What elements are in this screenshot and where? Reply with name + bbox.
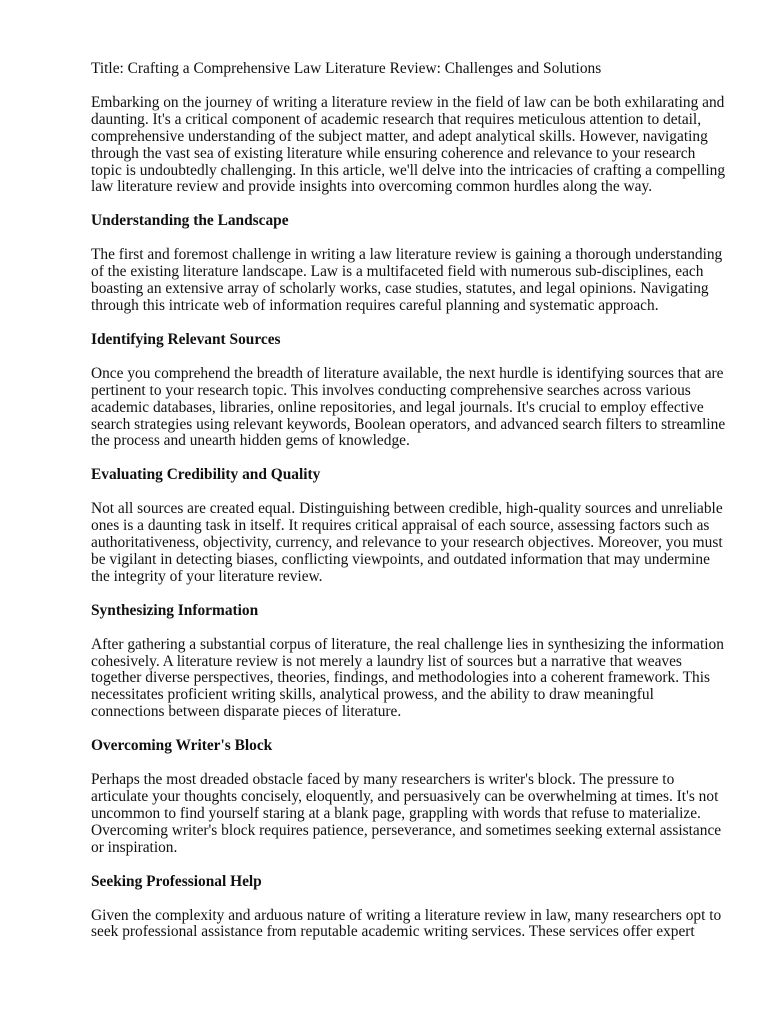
document-page (91, 61, 727, 958)
section-heading: Synthesizing Information (91, 601, 259, 619)
section-synthesizing-information (91, 603, 727, 721)
document-title: Title: Crafting a Comprehensive Law Literature Review: Challenges and Solutions (91, 60, 602, 77)
section-body: Perhaps the most dreaded obstacle faced by many researchers is writer's block. The pressure to articulate your thoughts concisely, eloquently, and persuasively can be overwhelming at times. It's not uncommon to find yourself staring at a blank page, grappling with words that refuse to materialize. Overcoming writer's block requires patience, perseverance, and sometimes seeking external assistance or inspiration. (91, 771, 722, 856)
intro-paragraph: Embarking on the journey of writing a literature review in the field of law can be both exhilarating and daunting. It's a critical component of academic research that requires meticulous attention to detail, comprehensive understanding of the subject matter, and adept analytical skills. However, navigating through the vast sea of existing literature while ensuring coherence and relevance to your research topic is undoubtedly challenging. In this article, we'll delve into the intricacies of crafting a compelling law literature review and provide insights into overcoming common hurdles along the way. (91, 93, 726, 196)
section-body: Given the complexity and arduous nature of writing a literature review in law, many researchers opt to seek professional assistance from reputable academic writing services. These services offer expert (91, 906, 722, 941)
section-heading: Identifying Relevant Sources (91, 330, 281, 348)
section-heading: Understanding the Landscape (91, 212, 289, 230)
section-heading: Seeking Professional Help (91, 872, 262, 890)
section-body: The first and foremost challenge in writing a law literature review is gaining a thorough understanding of the existing literature landscape. Law is a multifaceted field with numerous sub-disciplines, each boasting an extensive array of scholarly works, case studies, statutes, and legal opinions. Navigating through this intricate web of information requires careful planning and systematic approach. (91, 246, 723, 314)
section-professional-help (91, 874, 727, 942)
section-writers-block (91, 738, 727, 856)
section-understanding-landscape (91, 213, 727, 315)
section-body: After gathering a substantial corpus of literature, the real challenge lies in synthesizing the information cohesively. A literature review is not merely a laundry list of sources but a narrative that weaves together diverse perspectives, theories, findings, and methodologies into a coherent framework. This necessitates proficient writing skills, analytical prowess, and the ability to draw meaningful connections between disparate pieces of literature. (91, 635, 724, 721)
section-identifying-sources (91, 332, 727, 450)
section-heading: Overcoming Writer's Block (91, 737, 273, 755)
section-body: Once you comprehend the breadth of literature available, the next hurdle is identifying sources that are pertinent to your research topic. This involves conducting comprehensive searches across various academic databases, libraries, online repositories, and legal journals. It's crucial to employ effective search strategies using relevant keywords, Boolean operators, and advanced search filters to streamline the process and unearth hidden gems of knowledge. (91, 364, 726, 450)
section-heading: Evaluating Credibility and Quality (91, 466, 321, 484)
section-body: Not all sources are created equal. Distinguishing between credible, high-quality sources and unreliable ones is a daunting task in itself. It requires critical appraisal of each source, assessing factors such as authoritativeness, objectivity, currency, and relevance to your research objectives. Moreover, you must be vigilant in detecting biases, conflicting viewpoints, and outdated information that may undermine the integrity of your literature review. (91, 500, 723, 585)
section-evaluating-credibility (91, 467, 727, 585)
